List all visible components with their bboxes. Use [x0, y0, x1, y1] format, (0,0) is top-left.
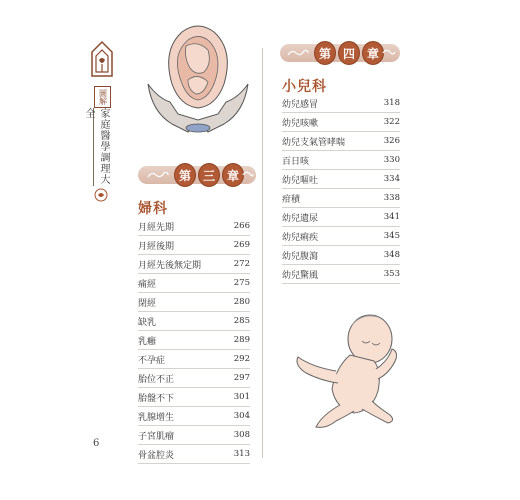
toc-entry-title: 幼兒遺尿	[282, 213, 319, 224]
toc-entry-page: 334	[383, 174, 400, 184]
toc-entry-title: 幼兒咳嗽	[282, 118, 319, 129]
toc-entry-title: 缺乳	[138, 317, 157, 328]
toc-row[interactable]	[138, 426, 250, 445]
toc-entry-title: 乳腺增生	[138, 412, 175, 423]
toc-entry-title: 幼兒驚風	[282, 270, 319, 281]
toc-row[interactable]	[282, 189, 400, 208]
toc-entry-title: 幼兒支氣管哮喘	[282, 137, 346, 148]
cloud-ornament-icon	[146, 169, 170, 181]
toc-row[interactable]	[282, 227, 400, 246]
toc-row[interactable]	[138, 369, 250, 388]
toc-entry-page: 269	[233, 240, 250, 250]
toc-entry-page: 322	[383, 117, 400, 127]
toc-entry-page: 326	[383, 136, 400, 146]
toc-entry-title: 幼兒感冒	[282, 99, 319, 110]
toc-entry-title: 百日咳	[282, 156, 310, 167]
toc-row[interactable]	[282, 132, 400, 151]
chapter4-banner	[280, 41, 400, 65]
toc-entry-title: 幼兒腹瀉	[282, 251, 319, 262]
chapter4-char-1: 第	[314, 41, 336, 65]
toc-entry-title: 疳積	[282, 194, 301, 205]
toc-entry-page: 308	[233, 430, 250, 440]
cloud-ornament-icon	[242, 169, 254, 181]
chapter4-char-2: 四	[338, 41, 360, 65]
chapter3-char-3: 章	[222, 163, 244, 187]
chapter3-char-1: 第	[174, 163, 196, 187]
toc-entry-title: 月經後期	[138, 241, 175, 252]
chapter4-char-3: 章	[362, 41, 384, 65]
toc-entry-page: 345	[383, 231, 400, 241]
toc-entry-page: 338	[383, 193, 400, 203]
toc-row[interactable]	[138, 350, 250, 369]
toc-entry-title: 子宮肌瘤	[138, 431, 175, 442]
toc-row[interactable]	[138, 217, 250, 236]
toc-entry-page: 292	[233, 354, 250, 364]
toc-entry-page: 304	[233, 411, 250, 421]
seal-icon	[94, 188, 108, 202]
toc-entry-page: 353	[383, 269, 400, 279]
chapter3-section-title: 婦科	[138, 201, 168, 217]
toc-row[interactable]	[138, 445, 250, 464]
toc-entry-title: 骨盆腔炎	[138, 450, 175, 461]
toc-entry-title: 胎位不正	[138, 374, 175, 385]
toc-row[interactable]	[138, 331, 250, 350]
toc-entry-page: 330	[383, 155, 400, 165]
toc-entry-title: 月經先期	[138, 222, 175, 233]
toc-entry-page: 272	[233, 259, 250, 269]
toc-row[interactable]	[138, 255, 250, 274]
toc-row[interactable]	[138, 293, 250, 312]
toc-entry-page: 275	[233, 278, 250, 288]
toc-entry-page: 297	[233, 373, 250, 383]
toc-entry-page: 280	[233, 297, 250, 307]
column-divider	[262, 48, 263, 458]
chapter3-banner	[138, 163, 256, 187]
chapter4-toc	[282, 94, 400, 284]
baby-illustration	[292, 305, 416, 430]
toc-entry-title: 痛經	[138, 279, 157, 290]
toc-entry-title: 幼兒嘔吐	[282, 175, 319, 186]
toc-row[interactable]	[282, 208, 400, 227]
toc-row[interactable]	[282, 170, 400, 189]
toc-entry-page: 341	[383, 212, 400, 222]
toc-row[interactable]	[138, 236, 250, 255]
toc-row[interactable]	[138, 388, 250, 407]
toc-row[interactable]	[282, 113, 400, 132]
toc-entry-page: 289	[233, 335, 250, 345]
chapter3-char-2: 三	[198, 163, 220, 187]
toc-entry-title: 幼兒痢疾	[282, 232, 319, 243]
toc-entry-page: 313	[233, 449, 250, 459]
cloud-ornament-icon	[286, 47, 310, 59]
toc-entry-title: 月經先後無定期	[138, 260, 202, 271]
toc-entry-page: 301	[233, 392, 250, 402]
toc-entry-page: 318	[383, 98, 400, 108]
toc-entry-title: 閉經	[138, 298, 157, 309]
chapter3-toc	[138, 217, 250, 464]
book-title: 家庭醫學調理大全	[83, 108, 109, 185]
toc-entry-page: 285	[233, 316, 250, 326]
toc-entry-page: 266	[233, 221, 250, 231]
toc-entry-page: 348	[383, 250, 400, 260]
toc-row[interactable]	[282, 151, 400, 170]
toc-row[interactable]	[138, 274, 250, 293]
pregnancy-illustration	[142, 20, 254, 138]
book-logo-icon	[89, 40, 115, 80]
book-series-badge: 圖解	[94, 86, 111, 108]
toc-entry-title: 不孕症	[138, 355, 166, 366]
page-number: 6	[93, 438, 100, 449]
toc-row[interactable]	[282, 246, 400, 265]
toc-row[interactable]	[282, 94, 400, 113]
toc-entry-title: 胎盤不下	[138, 393, 175, 404]
toc-row[interactable]	[138, 407, 250, 426]
toc-row[interactable]	[138, 312, 250, 331]
chapter4-section-title: 小兒科	[282, 79, 327, 95]
toc-row[interactable]	[282, 265, 400, 284]
toc-entry-title: 乳癰	[138, 336, 157, 347]
cloud-ornament-icon	[382, 47, 396, 59]
